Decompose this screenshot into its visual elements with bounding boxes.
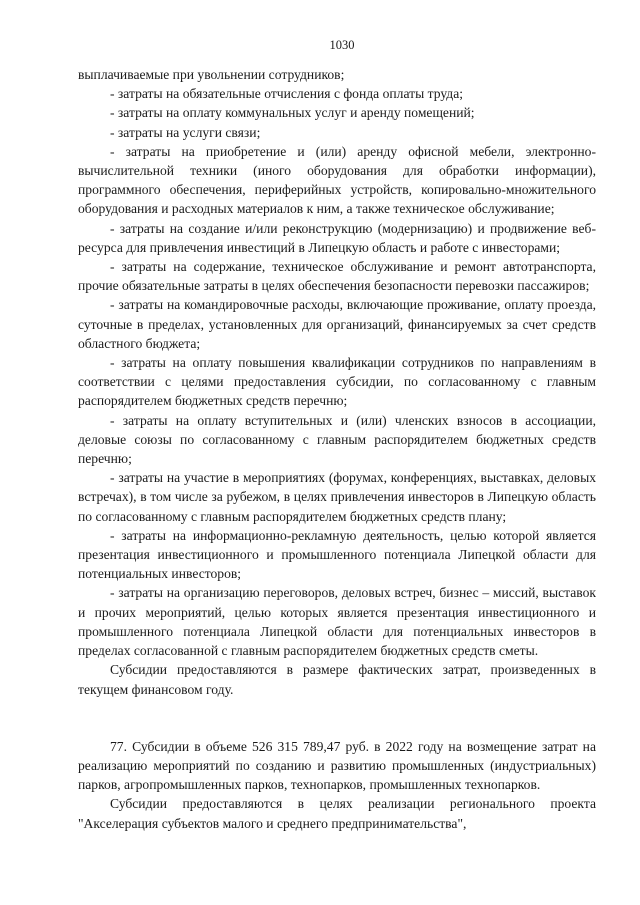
clause-77-paragraph: 77. Субсидии в объеме 526 315 789,47 руб. в 2022 году на возмещение затрат на реализацию мероприятий по созданию и развитию промышленных (индустриальных) парков, агропромышленных парков, технопарков, промышленных технопарков.	[78, 738, 596, 793]
section-spacer	[78, 699, 596, 737]
list-item: - затраты на командировочные расходы, включающие проживание, оплату проезда, суточные в пределах, установленных для организаций, финансируемых за счет средств областного бюджета;	[78, 297, 596, 351]
list-item: - затраты на оплату вступительных и (или) членских взносов в ассоциации, деловые союзы по согласованному с главным распорядителем бюджетных средств перечню;	[78, 412, 596, 467]
list-item: - затраты на создание и/или реконструкцию (модернизацию) и продвижение веб-ресурса для привлечения инвестиций в Липецкую область и работе с инвесторами;	[78, 220, 596, 255]
page-number: 1030	[329, 38, 355, 52]
list-item: - затраты на содержание, техническое обслуживание и ремонт автотранспорта, прочие обязательные затраты в целях обеспечения безопасности перевозки пассажиров;	[78, 259, 596, 294]
list-item: - затраты на услуги связи;	[110, 124, 261, 140]
paragraph-continuation: выплачиваемые при увольнении сотрудников;	[78, 67, 345, 82]
list-item: - затраты на оплату повышения квалификации сотрудников по направлениям в соответствии с целями предоставления субсидии, по согласованному с главным распорядителем бюджетных средств перечню;	[78, 355, 596, 409]
subsidy-paragraph: Субсидии предоставляются в размере фактических затрат, произведенных в текущем финансовом году.	[78, 662, 596, 697]
list-item: - затраты на организацию переговоров, деловых встреч, бизнес – миссий, выставок и прочих мероприятий, целью которых является презентация инвестиционного и промышленного потенциала Липецкой области для потенциальных инвесторов в пределах согласованной с главным распорядителем бюджетных средств сметы.	[78, 585, 596, 659]
list-item: - затраты на оплату коммунальных услуг и аренду помещений;	[110, 105, 475, 121]
list-item: - затраты на информационно-рекламную деятельность, целью которой является презентация инвестиционного и промышленного потенциала Липецкой области для потенциальных инвесторов;	[78, 527, 596, 582]
list-item: - затраты на обязательные отчисления с фонда оплаты труда;	[110, 86, 463, 102]
list-item: - затраты на приобретение и (или) аренду офисной мебели, электронно-вычислительной техники (иного оборудования для обработки информации), программного обеспечения, периферийных устройств, копировально-множительного оборудования и расходных материалов к ним, а также техническое обслуживание;	[78, 143, 596, 217]
subsidy-purpose-paragraph: Субсидии предоставляются в целях реализации регионального проекта "Акселерация субъектов малого и среднего предпринимательства",	[78, 796, 596, 831]
list-item: - затраты на участие в мероприятиях (форумах, конференциях, выставках, деловых встречах), в том числе за рубежом, в целях привлечения инвесторов в Липецкую область по согласованному с главным распорядителем бюджетных средств плану;	[78, 470, 596, 524]
